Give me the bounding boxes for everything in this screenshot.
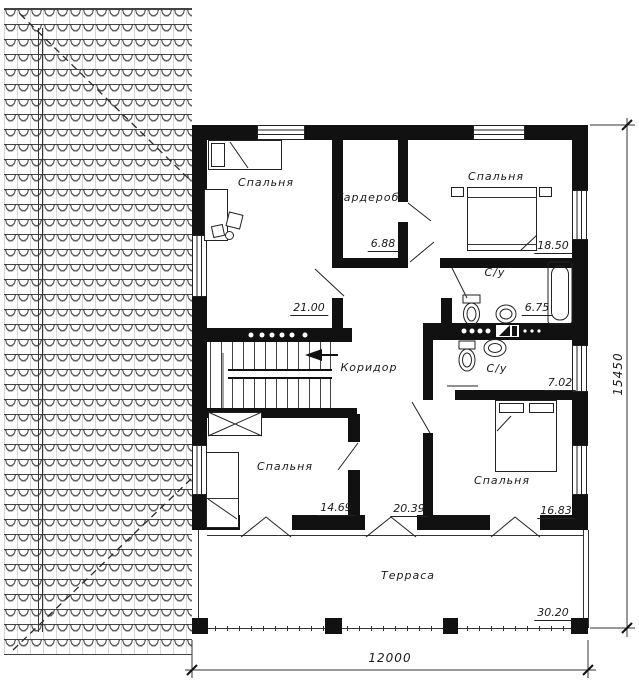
room-area: 20.39: [390, 502, 428, 517]
railing-balusters: [249, 333, 308, 338]
toilet-icon: [459, 341, 475, 349]
stair-direction-arrow: [223, 349, 338, 408]
bathroom-fixtures: [459, 262, 572, 371]
room-area: 30.20: [534, 606, 572, 621]
dimension-height: 15450: [611, 352, 625, 396]
room-label: Терраса: [381, 569, 435, 582]
room-label: Спальня: [238, 176, 294, 189]
dimension-ticks: [187, 120, 632, 675]
room-area: 18.50: [534, 239, 572, 254]
sink-icon: [484, 340, 506, 357]
room-area: 7.02: [545, 376, 576, 391]
room-label: Спальня: [474, 474, 530, 487]
room-area: 14.69: [317, 501, 355, 516]
room-area: 16.83: [537, 504, 575, 519]
room-area: 6.75: [522, 301, 553, 316]
room-label: Спальня: [468, 170, 524, 183]
vent-shaft-symbol: [462, 325, 541, 337]
room-area: 21.00: [290, 301, 328, 316]
room-label: Гардероб: [336, 191, 400, 204]
roof-hip-lines: [13, 14, 191, 650]
room-label: Спальня: [257, 460, 313, 473]
terrace-door-marks: [241, 517, 540, 537]
sink-icon: [496, 305, 516, 323]
room-label: С/у: [484, 266, 506, 279]
room-label: С/у: [486, 362, 508, 375]
room-area: 6.88: [368, 237, 399, 252]
dimension-width: 12000: [368, 651, 412, 665]
room-label: Коридор: [340, 361, 398, 374]
dimension-lines: [185, 118, 635, 678]
